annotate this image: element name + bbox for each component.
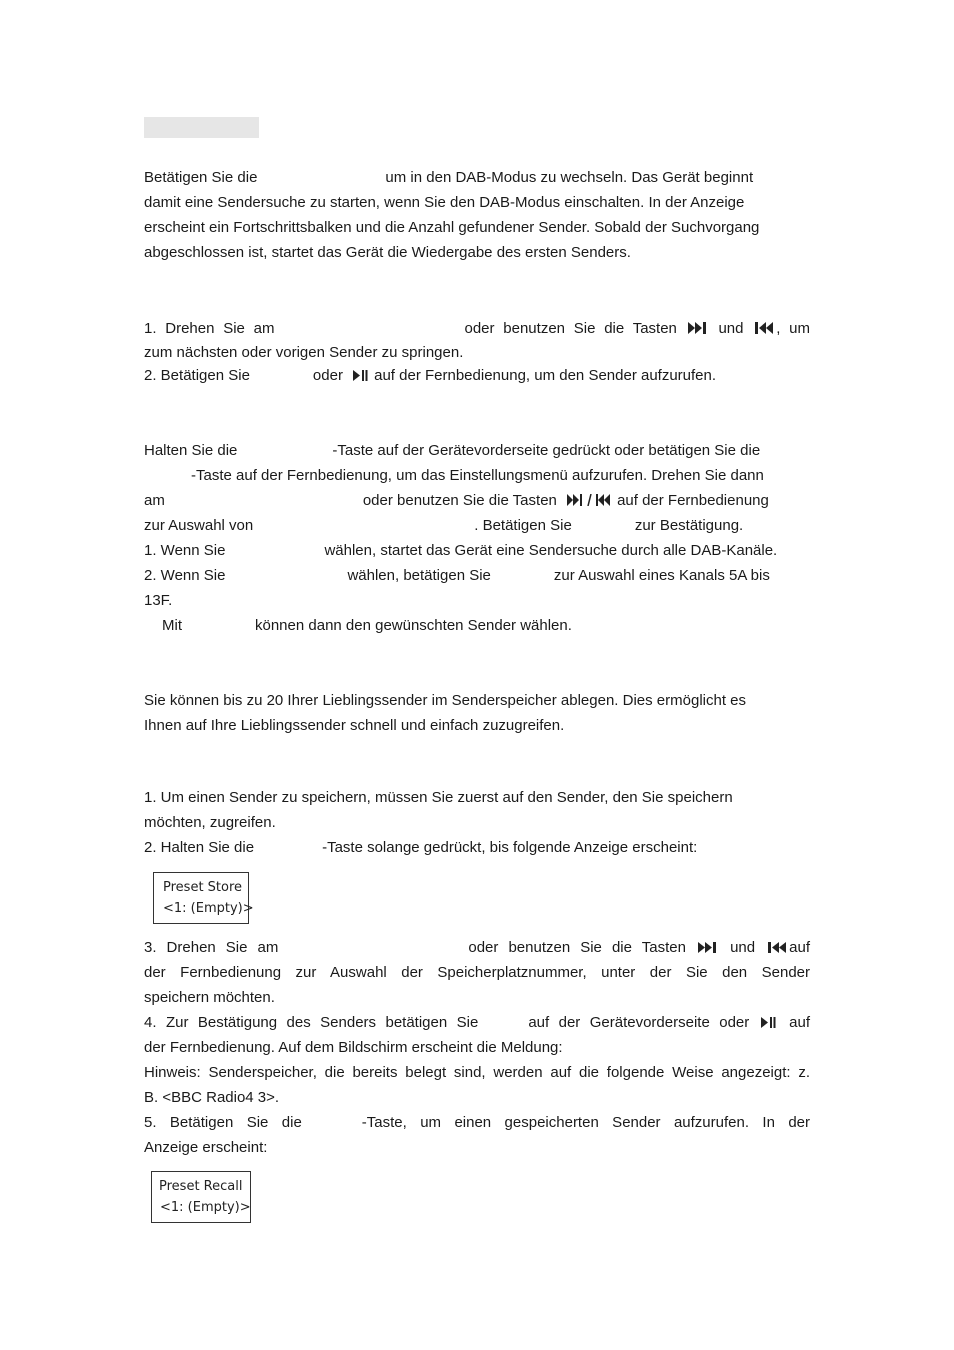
p5-line-3: 2. Halten Sie die -Taste solange gedrückt, bis folgende Anzeige erscheint:	[144, 839, 698, 856]
play-pause-icon	[761, 1017, 778, 1028]
p4-line-1: Sie können bis zu 20 Ihrer Lieblingssender im Senderspeicher ablegen. Dies ermöglicht es	[144, 692, 747, 709]
p2-line-3: 2. Betätigen Sie oder auf der Fernbedienung, um den Sender aufzurufen.	[144, 367, 717, 384]
p2-line-1: 1. Drehen Sie am oder benutzen Sie die Tasten und , um	[144, 320, 810, 337]
skip-forward-icon	[688, 322, 708, 334]
p6-line-3: speichern möchten.	[144, 989, 275, 1006]
p4-line-2: Ihnen auf Ihre Lieblingssender schnell und einfach zuzugreifen.	[144, 717, 565, 734]
display-line-2: <1: (Empty)>	[163, 901, 254, 916]
p1-line-1: Betätigen Sie die um in den DAB-Modus zu wechseln. Das Gerät beginnt	[144, 169, 754, 186]
p3-line-2: -Taste auf der Fernbedienung, um das Einstellungsmenü aufzurufen. Drehen Sie dann	[191, 467, 764, 484]
p6-line-6: Hinweis: Senderspeicher, die bereits belegt sind, werden auf die folgende Weise angezeigt: z.	[144, 1064, 810, 1081]
skip-forward-icon	[698, 942, 718, 953]
p6-line-7: B. <BBC Radio4 3>.	[144, 1089, 280, 1106]
p6-line-8: 5. Betätigen Sie die -Taste, um einen gespeicherten Sender aufzurufen. In der	[144, 1114, 810, 1131]
p3-line-1: Halten Sie die -Taste auf der Gerätevorderseite gedrückt oder betätigen Sie die	[144, 442, 761, 459]
p1-line-4: abgeschlossen ist, startet das Gerät die Wiedergabe des ersten Senders.	[144, 244, 631, 261]
p6-line-9: Anzeige erscheint:	[144, 1139, 268, 1156]
p5-line-1: 1. Um einen Sender zu speichern, müssen Sie zuerst auf den Sender, den Sie speichern	[144, 789, 733, 806]
p3-line-3: am oder benutzen Sie die Tasten auf der Fernbedienung	[144, 492, 769, 509]
p6-line-1: 3. Drehen Sie am oder benutzen Sie die Tasten und auf	[144, 939, 811, 956]
p5-line-2: möchten, zugreifen.	[144, 814, 276, 831]
play-pause-icon	[353, 370, 368, 381]
heading-placeholder	[144, 117, 259, 138]
p3-line-7: 13F.	[144, 592, 173, 609]
p3-line-4: zur Auswahl von . Betätigen Sie zur Bestätigung.	[144, 517, 744, 534]
skip-forward-back-icon	[567, 494, 611, 506]
skip-back-icon	[767, 942, 787, 953]
p3-line-6: 2. Wenn Sie wählen, betätigen Sie zur Auswahl eines Kanals 5A bis	[144, 567, 770, 584]
p3-line-5: 1. Wenn Sie wählen, startet das Gerät eine Sendersuche durch alle DAB-Kanäle.	[144, 542, 778, 559]
p6-line-5: der Fernbedienung. Auf dem Bildschirm erscheint die Meldung:	[144, 1039, 563, 1056]
p2-line-2: zum nächsten oder vorigen Sender zu springen.	[144, 344, 464, 361]
p1-line-2: damit eine Sendersuche zu starten, wenn Sie den DAB-Modus einschalten. In der Anzeige	[144, 194, 745, 211]
display-preset-store	[153, 872, 254, 924]
p3-line-8: Mit können dann den gewünschten Sender wählen.	[162, 617, 572, 634]
display-line-2: <1: (Empty)>	[160, 1200, 251, 1215]
display-line-1: Preset Store	[163, 880, 243, 895]
skip-back-icon	[754, 322, 774, 334]
display-preset-recall	[151, 1171, 251, 1223]
display-line-1: Preset Recall	[159, 1179, 243, 1194]
p6-line-4: 4. Zur Bestätigung des Senders betätigen Sie auf der Gerätevorderseite oder auf	[144, 1014, 810, 1031]
p1-line-3: erscheint ein Fortschrittsbalken und die Anzahl gefundener Sender. Sobald der Suchvorgang	[144, 219, 760, 236]
p6-line-2: der Fernbedienung zur Auswahl der Speicherplatznummer, unter der Sie den Sender	[144, 964, 810, 981]
